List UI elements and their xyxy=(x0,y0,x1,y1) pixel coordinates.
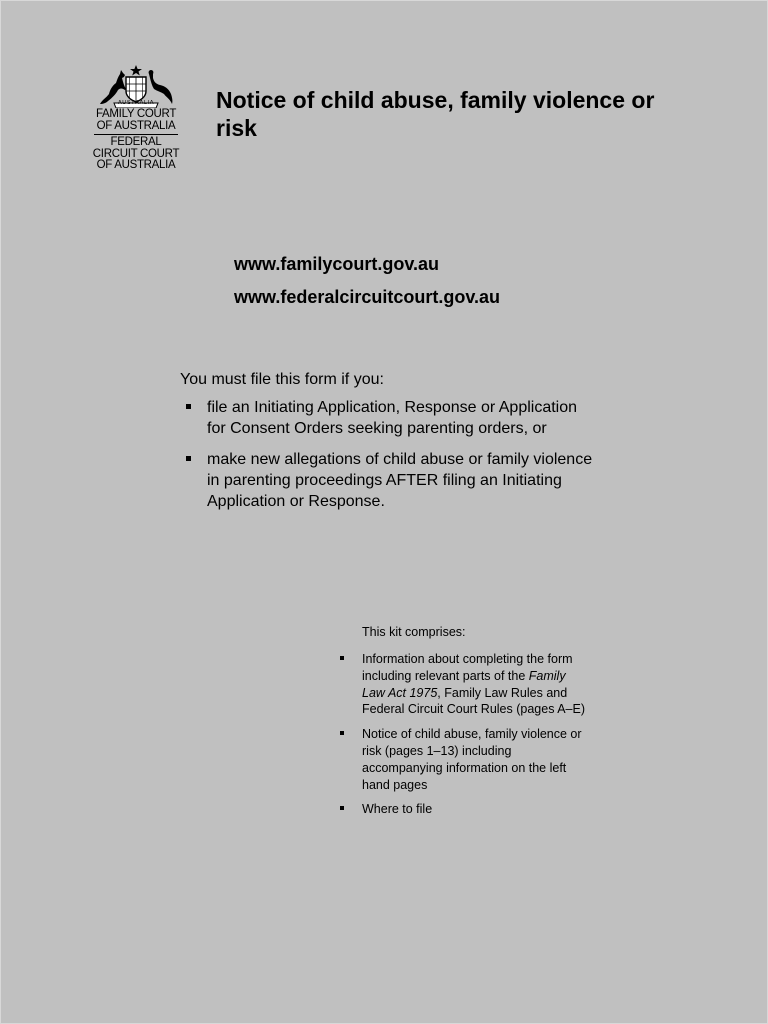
list-item xyxy=(340,801,590,818)
kit-item-1-text-start: Information about completing the form including relevant parts of the xyxy=(362,652,573,683)
square-bullet-icon xyxy=(340,656,344,660)
square-bullet-icon xyxy=(186,456,191,461)
url-family-court[interactable]: www.familycourt.gov.au xyxy=(234,254,440,274)
kit-item-1-text-end: , Family Law Rules and Federal Circuit Court Rules (pages A–E) xyxy=(362,685,586,717)
kit-contents-list xyxy=(340,651,590,818)
filing-requirements xyxy=(180,369,600,522)
logo-banner-text: AUSTRALIA xyxy=(118,100,154,106)
court-logo xyxy=(90,64,182,172)
kit-item-2-text: Notice of child abuse, family violence or risk (pages 1–13) including accompanying information on the left hand pages xyxy=(362,727,582,792)
url-federal-circuit-court[interactable]: www.federalcircuitcourt.gov.au xyxy=(234,287,501,307)
list-item xyxy=(340,726,590,793)
kit-contents xyxy=(340,624,590,826)
page-title: Notice of child abuse, family violence or risk xyxy=(216,87,655,141)
list-item-text: file an Initiating Application, Response or Application for Consent Orders seeking parenting orders, or xyxy=(207,399,578,437)
filing-requirements-lead: You must file this form if you: xyxy=(180,371,384,388)
website-links xyxy=(234,248,500,314)
logo-wordmark xyxy=(90,100,182,172)
square-bullet-icon xyxy=(340,806,344,810)
square-bullet-icon xyxy=(340,731,344,735)
list-item xyxy=(180,449,600,512)
logo-line-3: FEDERAL xyxy=(110,136,162,148)
list-item xyxy=(180,397,600,439)
list-item xyxy=(340,651,590,718)
kit-contents-lead: This kit comprises: xyxy=(362,625,466,639)
list-item-text: make new allegations of child abuse or family violence in parenting proceedings AFTER filing an Initiating Application or Response. xyxy=(207,451,593,510)
kit-item-1-act-title: Family Law Act 1975 xyxy=(362,668,566,700)
filing-requirements-list xyxy=(180,397,600,512)
logo-divider xyxy=(94,134,178,135)
logo-line-5: OF AUSTRALIA xyxy=(96,159,176,171)
kit-item-3-text: Where to file xyxy=(362,802,433,817)
logo-line-4: CIRCUIT COURT xyxy=(92,147,180,160)
square-bullet-icon xyxy=(186,404,191,409)
logo-line-1: FAMILY COURT xyxy=(95,108,177,120)
logo-line-2: OF AUSTRALIA xyxy=(96,119,176,132)
